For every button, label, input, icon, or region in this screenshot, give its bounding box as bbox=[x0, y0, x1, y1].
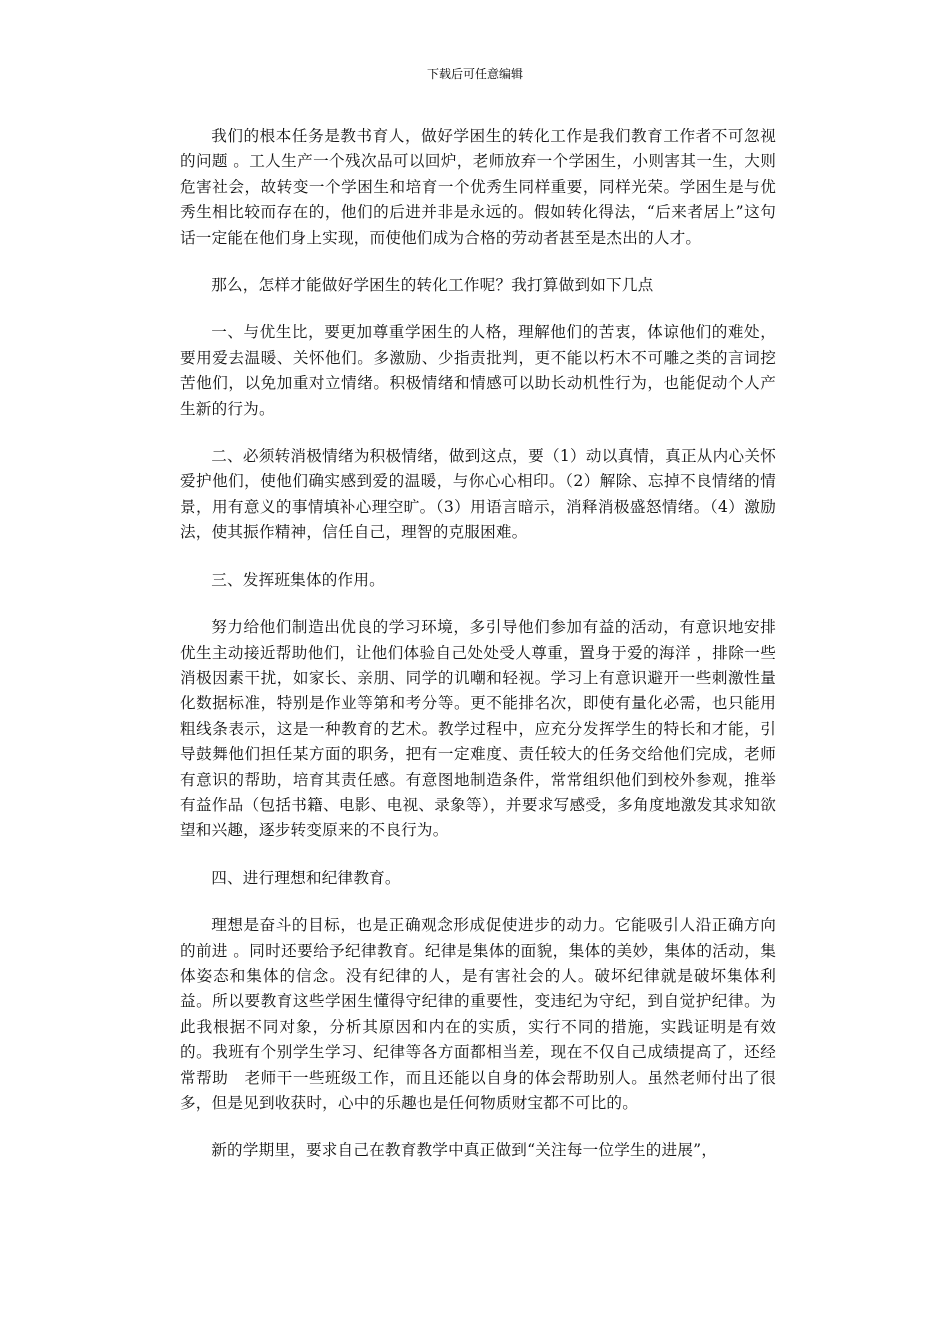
paragraph-intro: 我们的根本任务是教书育人，做好学困生的转化工作是我们教育工作者不可忽视的问题 。工人生产一个残次品可以回炉，老师放弃一个学困生，小则害其一生，大则危害社会，故转变一个学困生和培育一个优秀生同样重要，同样光荣。学困生是与优秀生相比较而存在的，他们的后进并非是永远的。假如转化得法，“后来者居上”这句话一定能在他们身上实现，而使他们成为合格的劳动者甚至是杰出的人才。 bbox=[180, 127, 776, 247]
section-heading-three: 三、发挥班集体的作用。 bbox=[211, 570, 385, 589]
paragraph-point-two: 二、必须转消极情绪为积极情绪，做到这点，要（1）动以真情，真正从内心关怀爱护他们，使他们确实感到爱的温暖，与你心心相印。（2）解除、忘掉不良情绪的情景，用有意义的事情填补心理空旷。（3）用语言暗示，消释消极盛怒情绪。（4）激励法，使其振作精神，信任自己，理智的克服困难。 bbox=[180, 447, 776, 542]
paragraph-class-collective: 努力给他们制造出优良的学习环境，多引导他们参加有益的活动，有意识地安排优生主动接近帮助他们，让他们体验自己处处受人尊重，置身于爱的海洋 ，排除一些消极因素干扰，如家长、亲朋、同学的讥嘲和轻视。学习上有意识避开一些刺激性量化数据标准，特别是作业等第和考分等。更不能排名次，即使有量化必需，也只能用粗线条表示，这是一种教育的艺术。教学过程中，应充分发挥学生的特长和才能，引导鼓舞他们担任某方面的职务，把有一定难度、责任较大的任务交给他们完成，老师有意识的帮助，培育其责任感。有意图地制造条件，常常组织他们到校外参观，推举有益作品（包括书籍、电影、电视、录象等），并要求写感受，多角度地激发其求知欲望和兴趣，逐步转变原来的不良行为。 bbox=[180, 618, 776, 840]
paragraph-question: 那么，怎样才能做好学困生的转化工作呢？我打算做到如下几点 bbox=[211, 276, 654, 295]
paragraph-new-semester: 新的学期里，要求自己在教育教学中真正做到“关注每一位学生的进展”， bbox=[211, 1141, 718, 1160]
page-header: 下载后可任意编辑 bbox=[426, 67, 523, 81]
document-body bbox=[180, 124, 792, 1164]
paragraph-point-one: 一、与优生比，要更加尊重学困生的人格，理解他们的苦衷，体谅他们的难处，要用爱去温暖、关怀他们。多激励、少指责批判，更不能以朽木不可雕之类的言词挖苦他们，以免加重对立情绪。积极情绪和情感可以助长动机性行为，也能促动个人产生新的行为。 bbox=[180, 323, 776, 418]
paragraph-ideals-discipline: 理想是奋斗的目标，也是正确观念形成促使进步的动力。它能吸引人沿正确方向的前进 。同时还要给予纪律教育。纪律是集体的面貌，集体的美妙，集体的活动，集体姿态和集体的信念。没有纪律的人，是有害社会的人。破坏纪律就是破坏集体利益。所以要教育这些学困生懂得守纪律的重要性，变违纪为守纪，到自觉护纪律。为此我根据不同对象，分析其原因和内在的实质，实行不同的措施，实践证明是有效的。我班有个别学生学习、纪律等各方面都相当差，现在不仅自己成绩提高了，还经 常帮助 老师干一些班级工作，而且还能以自身的体会帮助别人。虽然老师付出了很多，但是见到收获时，心中的乐趣也是任何物质财宝都不可比的。 bbox=[180, 916, 792, 1112]
section-heading-four: 四、进行理想和纪律教育。 bbox=[211, 868, 401, 887]
